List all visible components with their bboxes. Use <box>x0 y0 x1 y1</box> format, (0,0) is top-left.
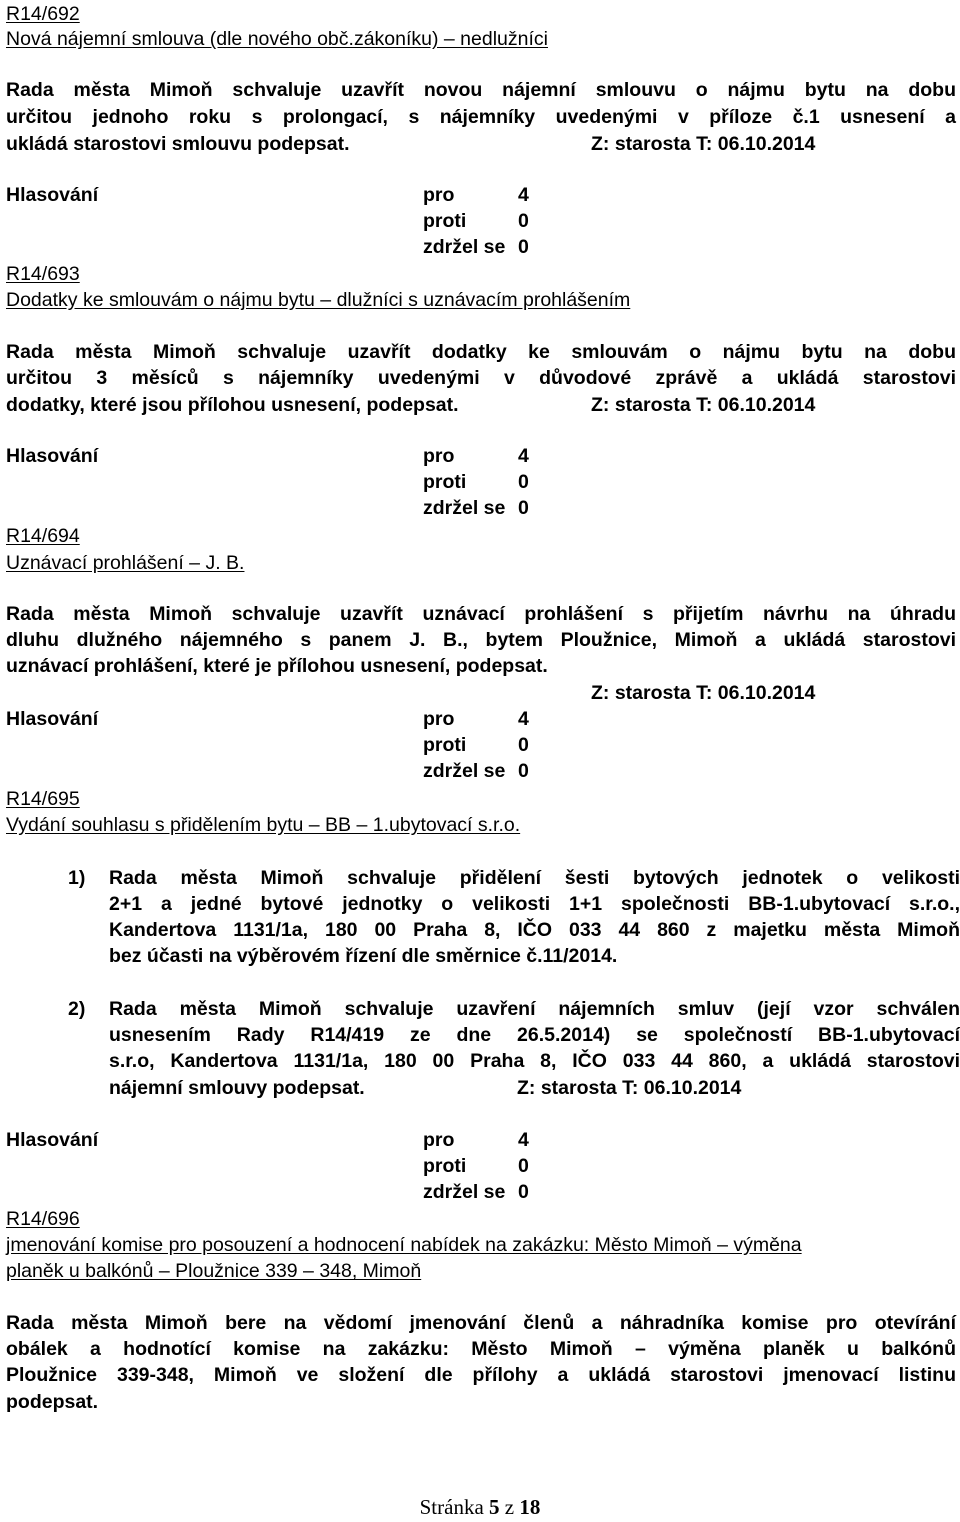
resolution-number-695: R14/695 <box>6 788 80 810</box>
resolution-text-695-item2-line1: Rada města Mimoň schvaluje uzavření nájemních smluv (její vzor schválen <box>109 998 960 1020</box>
resolution-text-696-line4: podepsat. <box>6 1391 99 1413</box>
resolution-title-695: Vydání souhlasu s přidělením bytu – BB – 1.ubytovací s.r.o. <box>6 814 521 836</box>
vote-pro-count: 4 <box>518 445 529 467</box>
resolution-title-693: Dodatky ke smlouvám o nájmu bytu – dlužníci s uznávacím prohlášením <box>6 289 631 311</box>
resolution-text-693-line1: Rada města Mimoň schvaluje uzavřít dodatky ke smlouvám o nájmu bytu na dobu <box>6 341 956 363</box>
list-item-number-2: 2) <box>68 998 86 1020</box>
list-item-number-1: 1) <box>68 867 86 889</box>
vote-zdrzel-label: zdržel se <box>423 236 506 258</box>
vote-zdrzel-count: 0 <box>518 1181 529 1203</box>
resolution-text-695-item1-line2: 2+1 a jedné bytové jednotky o velikosti 1+1 společnosti BB-1.ubytovací s.r.o., <box>109 893 960 915</box>
resolution-number-694: R14/694 <box>6 525 80 547</box>
resolution-text-696-line2: obálek a hodnotící komise na zakázku: Město Mimoň – výměna planěk u balkónů <box>6 1338 956 1360</box>
resolution-text-695-item2-line4: nájemní smlouvy podepsat. <box>109 1077 365 1099</box>
footer-page-total: 18 <box>519 1495 541 1519</box>
vote-pro-count: 4 <box>518 708 529 730</box>
resolution-title-692: Nová nájemní smlouva (dle nového obč.zákoníku) – nedlužníci <box>6 28 548 50</box>
footer-page-number: 5 <box>489 1495 500 1519</box>
vote-proti-count: 0 <box>518 210 529 232</box>
resolution-text-695-item2-line2: usnesením Rady R14/419 ze dne 26.5.2014) se společností BB-1.ubytovací <box>109 1024 960 1046</box>
vote-label: Hlasování <box>6 1129 99 1151</box>
resolution-text-692-line1: Rada města Mimoň schvaluje uzavřít novou nájemní smlouvu o nájmu bytu na dobu <box>6 79 956 101</box>
footer-prefix: Stránka <box>419 1495 484 1519</box>
resolution-title-696-line1: jmenování komise pro posouzení a hodnocení nabídek na zakázku: Město Mimoň – výměna <box>6 1234 802 1256</box>
vote-zdrzel-count: 0 <box>518 236 529 258</box>
resolution-text-695-item1-line3: Kandertova 1131/1a, 180 00 Praha 8, IČO 033 44 860 z majetku města Mimoň <box>109 919 960 941</box>
vote-label: Hlasování <box>6 445 99 467</box>
resolution-number-693: R14/693 <box>6 263 80 285</box>
resolution-text-695-item2-line3: s.r.o, Kandertova 1131/1a, 180 00 Praha 8, IČO 033 44 860, a ukládá starostovi <box>109 1050 960 1072</box>
vote-proti-count: 0 <box>518 734 529 756</box>
resolution-number-696: R14/696 <box>6 1208 80 1230</box>
vote-zdrzel-count: 0 <box>518 497 529 519</box>
vote-zdrzel-count: 0 <box>518 760 529 782</box>
resolution-text-695-item1-line4: bez účasti na výběrovém řízení dle směrnice č.11/2014. <box>109 945 618 967</box>
resolution-text-696-line3: Ploužnice 339-348, Mimoň ve složení dle přílohy a ukládá starostovi jmenovací listinu <box>6 1364 956 1386</box>
page-footer <box>0 1495 960 1519</box>
resolution-title-696-line2: planěk u balkónů – Ploužnice 339 – 348, Mimoň <box>6 1260 422 1282</box>
vote-zdrzel-label: zdržel se <box>423 1181 506 1203</box>
vote-zdrzel-label: zdržel se <box>423 497 506 519</box>
resolution-text-693-line3: dodatky, které jsou přílohou usnesení, podepsat. <box>6 394 459 416</box>
footer-separator: z <box>504 1495 515 1519</box>
resolution-text-694-line1: Rada města Mimoň schvaluje uzavřít uznávací prohlášení s přijetím návrhu na úhradu <box>6 603 956 625</box>
resolution-text-694-line2: dluhu dlužného nájemného s panem J. B., bytem Ploužnice, Mimoň a ukládá starostovi <box>6 629 956 651</box>
vote-pro-count: 4 <box>518 184 529 206</box>
responsible-692: Z: starosta T: 06.10.2014 <box>591 133 816 155</box>
vote-proti-label: proti <box>423 1155 467 1177</box>
responsible-694: Z: starosta T: 06.10.2014 <box>591 682 816 704</box>
vote-proti-count: 0 <box>518 471 529 493</box>
vote-proti-label: proti <box>423 210 467 232</box>
vote-pro-label: pro <box>423 1129 455 1151</box>
vote-label: Hlasování <box>6 184 99 206</box>
resolution-number-692: R14/692 <box>6 3 80 25</box>
vote-label: Hlasování <box>6 708 99 730</box>
resolution-text-692-line2: určitou jednoho roku s prolongací, s nájemníky uvedenými v příloze č.1 usnesení a <box>6 106 956 128</box>
resolution-text-694-line3: uznávací prohlášení, které je přílohou usnesení, podepsat. <box>6 655 548 677</box>
resolution-text-695-item1-line1: Rada města Mimoň schvaluje přidělení šesti bytových jednotek o velikosti <box>109 867 960 889</box>
vote-pro-label: pro <box>423 184 455 206</box>
vote-pro-label: pro <box>423 708 455 730</box>
vote-proti-label: proti <box>423 734 467 756</box>
vote-proti-label: proti <box>423 471 467 493</box>
vote-pro-count: 4 <box>518 1129 529 1151</box>
responsible-693: Z: starosta T: 06.10.2014 <box>591 394 816 416</box>
resolution-text-696-line1: Rada města Mimoň bere na vědomí jmenování členů a náhradníka komise pro otevírání <box>6 1312 956 1334</box>
vote-pro-label: pro <box>423 445 455 467</box>
vote-zdrzel-label: zdržel se <box>423 760 506 782</box>
vote-proti-count: 0 <box>518 1155 529 1177</box>
resolution-text-693-line2: určitou 3 měsíců s nájemníky uvedenými v důvodové zprávě a ukládá starostovi <box>6 367 956 389</box>
resolution-text-692-line3: ukládá starostovi smlouvu podepsat. <box>6 133 350 155</box>
responsible-695: Z: starosta T: 06.10.2014 <box>517 1077 742 1099</box>
resolution-title-694: Uznávací prohlášení – J. B. <box>6 552 245 574</box>
